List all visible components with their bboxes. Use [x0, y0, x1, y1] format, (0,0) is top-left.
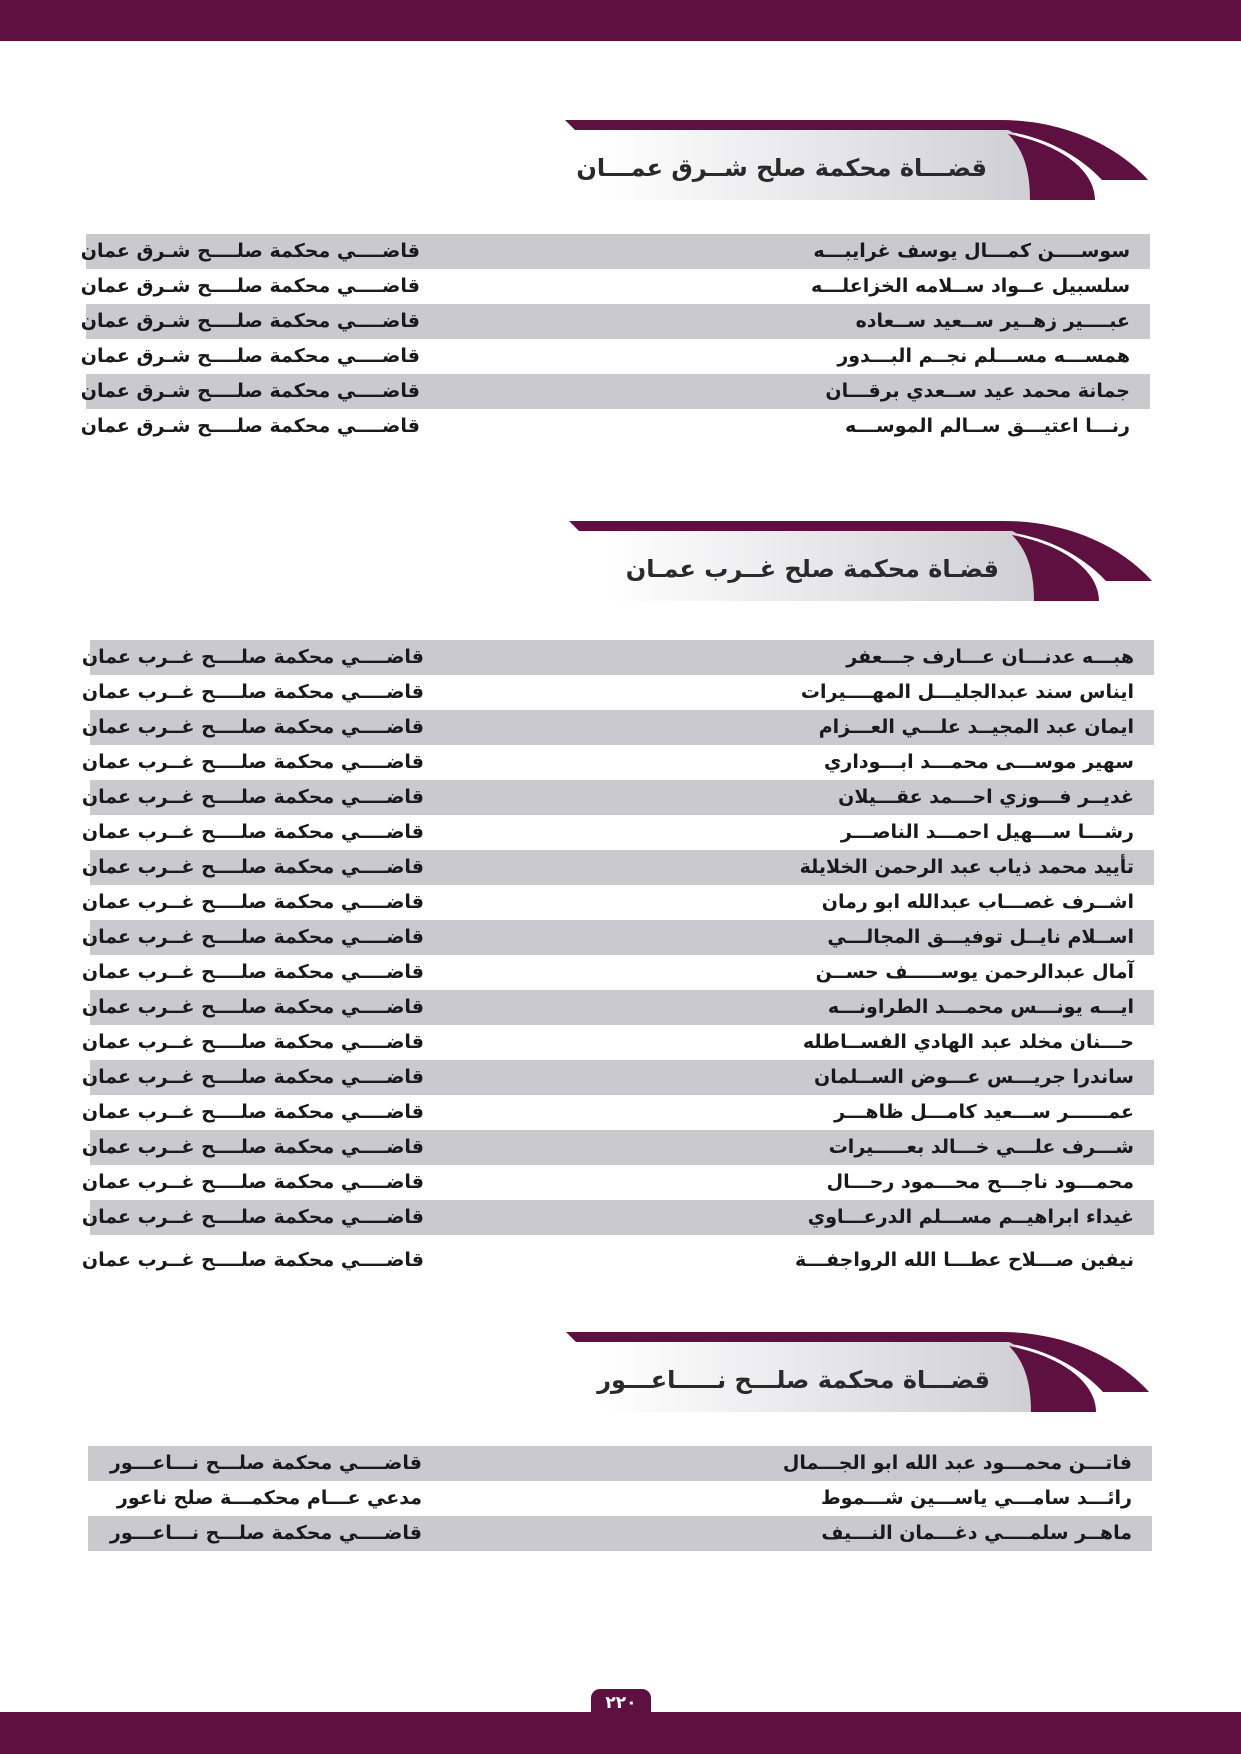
table-row — [81, 920, 1154, 955]
judge-name: ساندرا جريـــس عـــوض الســلمان — [814, 1066, 1134, 1088]
bottom-banner — [0, 1712, 1241, 1754]
judge-name: عمــــــر ســـعيد كامـــل ظاهـــر — [834, 1101, 1134, 1123]
table-row — [81, 1243, 1154, 1278]
judge-name: رائـــد سامـــي ياســـين شـــموط — [820, 1487, 1132, 1509]
table-row — [80, 374, 1150, 409]
judge-name: رنـــا اعتيـــق ســالم الموســـه — [845, 415, 1130, 437]
judge-name: عبــــير زهــير ســعيد ســعاده — [855, 310, 1130, 332]
table-row — [81, 955, 1154, 990]
judge-name: رشـــا ســـهيل احمـــد الناصـــر — [840, 821, 1134, 843]
table-row — [81, 780, 1154, 815]
judge-name: هبـــه عدنـــان عـــارف جـــعفر — [846, 646, 1134, 668]
judge-name: جمانة محمد عيد ســعدي برقـــان — [825, 380, 1130, 402]
judge-name: محمـــود ناجـــح محـــمود رحـــال — [826, 1171, 1134, 1193]
judge-position: قاضــــي محكمة صلــــح غــرب عمان — [81, 961, 424, 983]
judge-position: قاضــــي محكمة صلـــح نـــاعـــور — [109, 1522, 422, 1544]
judge-name: همســـه مســـلم نجــم البـــدور — [837, 345, 1130, 367]
judge-name: اســلام نايــل توفيـــق المجالـــي — [827, 926, 1134, 948]
judge-position: قاضــــي محكمة صلــــح غــرب عمان — [81, 1031, 424, 1053]
judge-name: تأييد محمد ذياب عبد الرحمن الخلايلة — [799, 856, 1134, 878]
judge-position: قاضــــي محكمة صلــــح شـرق عمان — [80, 415, 420, 437]
judge-name: شـــرف علـــي خـــالد بعـــــيرات — [828, 1136, 1134, 1158]
table-row — [81, 1130, 1154, 1165]
table-row — [81, 675, 1154, 710]
judge-name: نيفين صـــلاح عطـــا الله الرواجفـــة — [794, 1249, 1134, 1271]
table-row — [80, 339, 1150, 374]
judge-position: قاضــــي محكمة صلــــح غــرب عمان — [81, 646, 424, 668]
judge-name: حـــنان مخلد عبد الهادي الفســاطله — [802, 1031, 1134, 1053]
judge-name: ماهــر سلمــــي دغـــمان النـــيف — [821, 1522, 1132, 1544]
table-row — [81, 990, 1154, 1025]
table-row — [88, 1446, 1152, 1481]
judge-name: غديــر فـــوزي احـــمد عقـــيلان — [838, 786, 1134, 808]
judge-name: ايناس سند عبدالجليـــل المهــــيرات — [800, 681, 1134, 703]
judge-position: قاضــــي محكمة صلــــح غــرب عمان — [81, 1066, 424, 1088]
judge-position: قاضــــي محكمة صلـــح نـــاعـــور — [109, 1452, 422, 1474]
table-row — [80, 304, 1150, 339]
judge-name: غيداء ابراهيــم مســـلم الدرعـــاوي — [807, 1206, 1134, 1228]
judge-position: قاضــــي محكمة صلــــح غــرب عمان — [81, 891, 424, 913]
judge-position: قاضــــي محكمة صلــــح غــرب عمان — [81, 1206, 424, 1228]
judge-position: قاضــــي محكمة صلــــح غــرب عمان — [81, 751, 424, 773]
table-row — [81, 815, 1154, 850]
judge-name: سلسبيل عــواد ســلامه الخزاعلـــه — [810, 275, 1130, 297]
table-row — [81, 1060, 1154, 1095]
judge-name: اشــرف غصـــاب عبدالله ابو رمان — [821, 891, 1134, 913]
section-title: قضـــاة محكمة صلح شــرق عمـــان — [576, 154, 987, 182]
judge-position: قاضــــي محكمة صلــــح غــرب عمان — [81, 1249, 424, 1271]
judge-position: قاضــــي محكمة صلــــح شـرق عمان — [80, 275, 420, 297]
judge-position: قاضــــي محكمة صلــــح غــرب عمان — [81, 716, 424, 738]
judge-position: قاضــــي محكمة صلــــح شـرق عمان — [80, 345, 420, 367]
judge-name: ايـــه يونـــس محمـــد الطراونـــه — [827, 996, 1134, 1018]
judge-position: قاضــــي محكمة صلــــح غــرب عمان — [81, 821, 424, 843]
table-row — [81, 1025, 1154, 1060]
judge-position: قاضــــي محكمة صلــــح غــرب عمان — [81, 926, 424, 948]
section-title: قضـاة محكمة صلح غــرب عمـان — [625, 555, 999, 583]
judge-position: قاضــــي محكمة صلــــح غــرب عمان — [81, 681, 424, 703]
judge-position: قاضــــي محكمة صلــــح غــرب عمان — [81, 786, 424, 808]
table-row — [88, 1481, 1152, 1516]
table-row — [81, 1095, 1154, 1130]
judge-position: قاضــــي محكمة صلــــح غــرب عمان — [81, 996, 424, 1018]
table-row — [81, 710, 1154, 745]
top-banner — [0, 0, 1241, 41]
table-row — [81, 850, 1154, 885]
table-row — [88, 1516, 1152, 1551]
judge-name: سوســــن كمـــال يوسف غرايبـــه — [813, 240, 1130, 262]
section-title: قضـــاة محكمة صلـــح نـــــاعـــور — [597, 1366, 990, 1394]
judge-position: قاضــــي محكمة صلــــح غــرب عمان — [81, 856, 424, 878]
judge-name: فاتـــن محمـــود عبد الله ابو الجـــمال — [782, 1452, 1132, 1474]
table-row — [80, 269, 1150, 304]
judge-position: قاضــــي محكمة صلــــح شـرق عمان — [80, 310, 420, 332]
judge-name: آمال عبدالرحمن يوســـــف حســن — [815, 961, 1134, 983]
table-row — [81, 745, 1154, 780]
table-row — [80, 409, 1150, 444]
table-row — [81, 885, 1154, 920]
table-row — [81, 1165, 1154, 1200]
judge-position: قاضــــي محكمة صلــــح غــرب عمان — [81, 1136, 424, 1158]
table-row — [81, 640, 1154, 675]
judge-position: قاضــــي محكمة صلــــح غــرب عمان — [81, 1171, 424, 1193]
judge-position: مدعي عـــام محكمـــة صلح ناعور — [116, 1487, 422, 1509]
judge-position: قاضــــي محكمة صلــــح شـرق عمان — [80, 240, 420, 262]
table-row — [81, 1200, 1154, 1235]
judge-name: ايمان عبد المجيــد علـــي العـــزام — [818, 716, 1134, 738]
judge-position: قاضــــي محكمة صلــــح غــرب عمان — [81, 1101, 424, 1123]
judge-name: سهير موســـى محمـــد ابـــوداري — [823, 751, 1134, 773]
table-row — [80, 234, 1150, 269]
judge-position: قاضــــي محكمة صلــــح شـرق عمان — [80, 380, 420, 402]
page-number: ٢٢٠ — [591, 1689, 651, 1717]
